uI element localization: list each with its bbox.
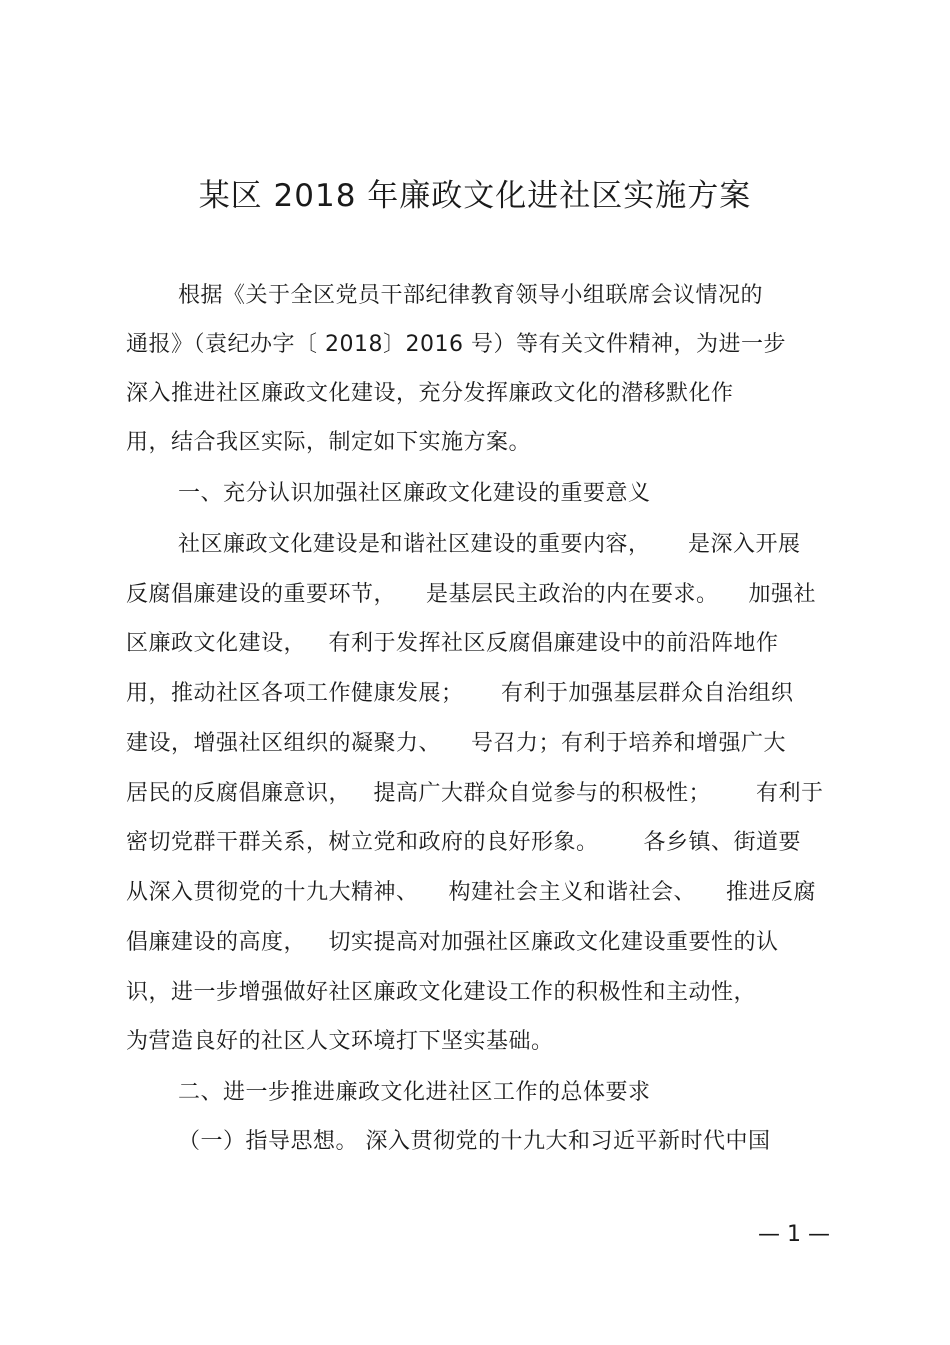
paragraph-line: 建设，增强社区组织的凝聚力、 号召力；有利于培养和增强广大 xyxy=(126,731,786,756)
paragraph-line: 居民的反腐倡廉意识， 提高广大群众自觉参与的积极性； 有利于 xyxy=(126,781,824,806)
paragraph-line: 从深入贯彻党的十九大精神、 构建社会主义和谐社会、 推进反腐 xyxy=(126,880,816,905)
paragraph-line: 用，结合我区实际，制定如下实施方案。 xyxy=(126,430,532,455)
paragraph-line: 社区廉政文化建设是和谐社区建设的重要内容， 是深入开展 xyxy=(178,532,801,557)
paragraph-line: 密切党群干群关系，树立党和政府的良好形象。 各乡镇、街道要 xyxy=(126,830,801,855)
paragraph-line: 反腐倡廉建设的重要环节， 是基层民主政治的内在要求。 加强社 xyxy=(126,582,816,607)
page-number: — 1 — xyxy=(758,1222,830,1247)
paragraph-line: 为营造良好的社区人文环境打下坚实基础。 xyxy=(126,1029,554,1054)
paragraph-line: 识，进一步增强做好社区廉政文化建设工作的积极性和主动性， xyxy=(126,980,757,1005)
paragraph-line: 倡廉建设的高度， 切实提高对加强社区廉政文化建设重要性的认 xyxy=(126,930,779,955)
paragraph-line: 区廉政文化建设， 有利于发挥社区反腐倡廉建设中的前沿阵地作 xyxy=(126,631,779,656)
section-heading-1: 一、充分认识加强社区廉政文化建设的重要意义 xyxy=(178,481,651,506)
section-heading-2: 二、进一步推进廉政文化进社区工作的总体要求 xyxy=(178,1080,651,1105)
document-title: 某区 2018 年廉政文化进社区实施方案 xyxy=(198,178,752,214)
paragraph-line: 通报》（袁纪办字〔 2018〕2016 号）等有关文件精神，为进一步 xyxy=(126,332,786,357)
paragraph-line: 深入推进社区廉政文化建设，充分发挥廉政文化的潜移默化作 xyxy=(126,381,734,406)
paragraph-line: 用，推动社区各项工作健康发展； 有利于加强基层群众自治组织 xyxy=(126,681,794,706)
paragraph-line: 根据《关于全区党员干部纪律教育领导小组联席会议情况的 xyxy=(178,283,764,308)
subsection-line: （一）指导思想。 深入贯彻党的十九大和习近平新时代中国 xyxy=(178,1129,771,1154)
